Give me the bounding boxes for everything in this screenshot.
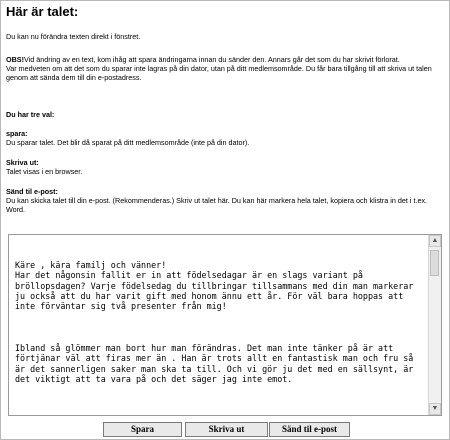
choices-heading: Du har tre val: [6, 110, 55, 119]
option-save-text: Du sparar talet. Det blir då sparat på ditt medlemsområde (inte på din dator). [6, 138, 250, 148]
intro-text: Du kan nu förändra texten direkt i fönstret. [6, 32, 141, 41]
obs-text: Vid ändring av en text, kom ihåg att spara ändringarna innan du sänder den. Annars går det som du har skrivit förlorat. [23, 55, 400, 64]
speech-text-editor[interactable] [8, 234, 442, 416]
option-save-title: spara: [6, 129, 28, 138]
editor-text[interactable] [15, 239, 420, 416]
option-save [6, 129, 444, 147]
option-print [6, 158, 444, 176]
editor-paragraph[interactable]: Ibland så glömmer man bort hur man förändras. Det man inte tänker på är att förtjänar väl att firas mer än . Han är trots allt en fantastisk man och fru så är det sannerligen saker man ska ta till. Och vi gör ju det med en sällsynt, är det viktigt att ta vara på och det säger jag inte emot. [15, 343, 419, 385]
action-buttons [1, 422, 450, 438]
option-print-text: Talet visas i en browser. [6, 167, 83, 177]
option-print-title: Skriva ut: [6, 158, 39, 167]
obs-text-2: Var medveten om att det som du sparar inte lagras på din dator, utan på ditt medlemsområde. Du får bara tillgång till att skriva ut talen genom att sända dem till din e-postadress. [6, 64, 432, 83]
obs-notice [6, 55, 444, 83]
option-email [6, 187, 444, 215]
editor-paragraph[interactable]: Käre , kära familj och vänner! Har det någonsin fallit er in att födelsedagar är en slags variant på bröllopsdagen? Varje födelsedag du tillbringar tillsammans med din man markerar ju också att du har varit gift med honom ännu ett år. För väl bara hoppas att inte förväntar sig två presenter från mig! [15, 259, 414, 312]
save-button[interactable]: Spara [103, 422, 182, 437]
scroll-down-icon[interactable]: ▼ [429, 403, 441, 415]
scroll-up-icon[interactable]: ▲ [429, 235, 441, 247]
scroll-thumb[interactable] [430, 250, 439, 276]
option-email-text: Du kan skicka talet till din e-post. (Rekommenderas.) Skriv ut talet här. Du kan här markera hela talet, kopiera och klistra in det i t.ex. Word. [6, 196, 428, 215]
page-content [6, 4, 446, 215]
option-email-title: Sänd til e-post: [6, 187, 58, 196]
editor-scrollbar[interactable] [428, 235, 441, 415]
page-title: Här är talet: [6, 4, 79, 19]
send-email-button[interactable]: Sänd til e-post [269, 422, 350, 437]
obs-label: OBS! [6, 55, 24, 64]
print-button[interactable]: Skriva ut [185, 422, 268, 437]
